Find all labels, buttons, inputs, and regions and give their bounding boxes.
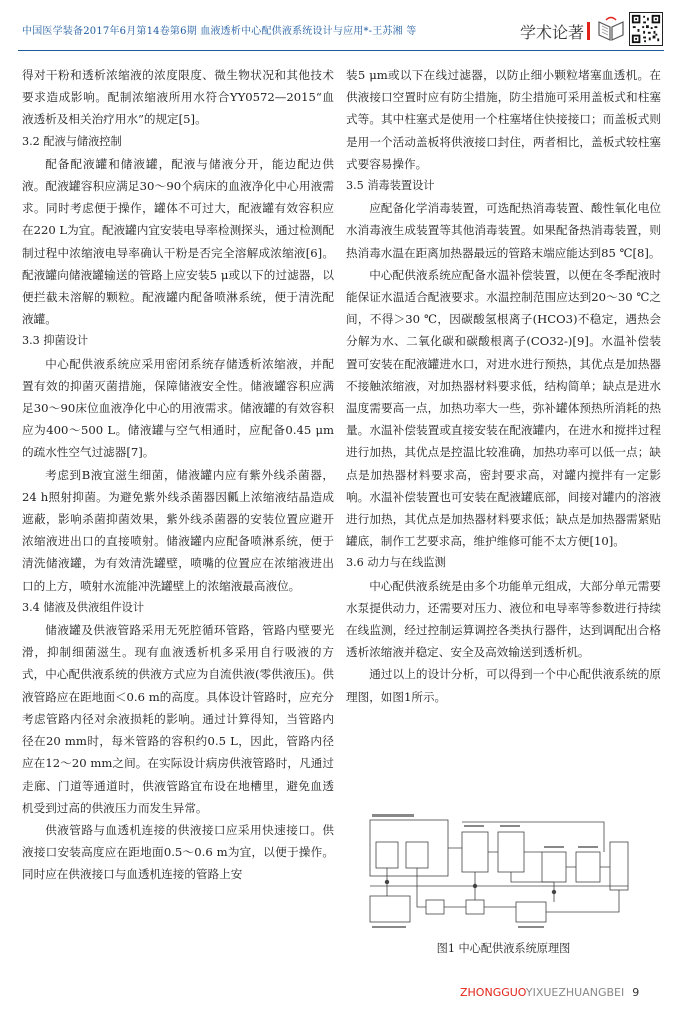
figure-caption: 图1 中心配供液系统原理图 bbox=[436, 942, 571, 955]
page-header bbox=[0, 0, 682, 62]
section-heading-3-2: 3.2 配液与储液控制 bbox=[22, 134, 122, 148]
paragraph: 配备配液罐和储液罐，配液与储液分开，能边配边供液。配液罐容积应满足30～90个病床的血液净化中心用液需求。同时考虑便于操作，罐体不可过大，配液罐有效容积应在220 L为宜。配液罐内宜安装电导率检测探头，通过检测配制过程中浓缩液电导率确认干粉是否完全溶解成浓缩液[6]。配液罐向储液罐输送的管路上应安装5 μ或以下的过滤器，以便拦截未溶解的颗粒。配液罐内配备喷淋系统，便于清洗配液罐。 bbox=[22, 156, 334, 327]
footer-brand-gray: YIXUEZHUANGBEI bbox=[525, 986, 625, 999]
paragraph: 中心配供液系统应采用密闭系统存储透析浓缩液，并配置有效的抑菌灭菌措施，保障储液安全性。储液罐容积应满足30～90床位血液净化中心的用液需求。储液罐的有效容积应为400～500 L。储液罐与空气相通时，应配备0.45 μm的疏水性空气过滤器[7]。 bbox=[22, 356, 334, 460]
page-number: 9 bbox=[632, 986, 640, 999]
section-heading-3-5: 3.5 消毒装置设计 bbox=[346, 179, 435, 193]
footer-brand-red: ZHONGGUO bbox=[460, 986, 526, 999]
paragraph: 中心配供液系统应配备水温补偿装置，以便在冬季配液时能保证水温适合配液要求。水温控制范围应达到20～30 ℃之间，不得＞30 ℃，因碳酸氢根离子(HCO3)不稳定，遇热会分解为水、二氧化碳和碳酸根离子(CO32-)[9]。水温补偿装置可安装在配液罐进水口，对进水进行预热，其优点是加热器不接触浓缩液，对加热器材料要求低，结构简单；缺点是进水温度需要高一点，加热功率大一些，弥补罐体预热所消耗的热量。水温补偿装置或直接安装在配液罐内，在进水和搅拌过程进行加热，其优点是控温比较准确，加热功率可以低一点；缺点是加热器材料要求高，密封要求高，对罐内搅拌有一定影响。水温补偿装置也可安装在配液罐底部，间接对罐内的溶液进行加热，其优点是加热器材料要求低；缺点是加热器需紧贴罐底，制作工艺要求高，维护维修可能不太方便[10]。 bbox=[346, 267, 661, 549]
paragraph: 中心配供液系统是由多个功能单元组成，大部分单元需要水泵提供动力，还需要对压力、液位和电导率等参数进行持续在线监测，经过控制运算调控各类执行器件，达到调配出合格透析浓缩液并稳定、安全及高效输送到透析机。 bbox=[346, 578, 661, 660]
section-heading-3-6: 3.6 动力与在线监测 bbox=[346, 556, 446, 570]
paragraph: 应配备化学消毒装置，可选配热消毒装置、酸性氧化电位水消毒液生成装置等其他消毒装置。如果配备热消毒装置，则热消毒水温在距离加热器最远的管路末端应能达到85 ℃[8]。 bbox=[346, 201, 661, 260]
running-header-citation: 中国医学装备2017年6月第14卷第6期 血液透析中心配供液系统设计与应用*-王苏湘 等 bbox=[22, 26, 417, 37]
schematic-diagram bbox=[366, 812, 634, 936]
left-column bbox=[22, 64, 334, 886]
paragraph: 储液罐及供液管路采用无死腔循环管路，管路内壁要光滑，抑制细菌滋生。现有血液透析机多采用自行吸液的方式，中心配供液系统的供液方式应为自流供液(零供液压)。供液管路应在距地面＜0.6 m的高度。具体设计管路时，应充分考虑管路内径对余液损耗的影响。通过计算得知，当管路内径在20 mm时，每米管路的容积约0.5 L，因此，管路内径应在12～20 mm之间。在实际设计病房供液管路时，凡通过走廊、门道等通道时，供液管路宜布设在地槽里，避免血透机受到过高的供液压力而发生异常。 bbox=[22, 623, 334, 815]
page-footer bbox=[460, 986, 639, 999]
paragraph: 考虑到B液宜滋生细菌，储液罐内应有紫外线杀菌器，24 h照射抑菌。为避免紫外线杀菌器因瓤上浓缩液结晶造成遮蔽，影响杀菌抑菌效果，紫外线杀菌器的安装位置应避开浓缩液进出口的直接喷射。储液罐内应配备喷淋系统，便于清洗储液罐，为有效清洗罐壁，喷嘴的位置应在浓缩液进出口的上方，喷射水流能冲洗罐壁上的浓缩液最高液位。 bbox=[22, 467, 334, 593]
paragraph: 得对干粉和透析浓缩液的浓度限度、微生物状况和其他技术要求造成影响。配制浓缩液所用水符合YY0572—2015“血液透析及相关治疗用水”的规定[5]。 bbox=[22, 68, 334, 127]
paragraph: 供液管路与血透机连接的供液接口应采用快速接口。供液接口安装高度应在距地面0.5～0.6 m为宜，以便于操作。同时应在供液接口与血透机连接的管路上安 bbox=[22, 822, 334, 882]
section-accent-bar bbox=[587, 22, 590, 40]
book-emblem-icon bbox=[596, 15, 626, 45]
qr-code-icon bbox=[629, 12, 663, 46]
section-heading-3-3: 3.3 抑菌设计 bbox=[22, 334, 89, 348]
section-heading-3-4: 3.4 储液及供液组件设计 bbox=[22, 600, 145, 614]
figure-1-schematic bbox=[366, 812, 634, 936]
paragraph: 通过以上的设计分析，可以得到一个中心配供液系统的原理图，如图1所示。 bbox=[346, 667, 661, 704]
paragraph: 装5 μm或以下在线过滤器，以防止细小颗粒堵塞血透机。在供液接口空置时应有防尘措施，防尘措施可采用盖板式和柱塞式等。其中柱塞式是使用一个柱塞堵住快接接口；而盖板式则是用一个活动盖板将供液接口封住，两者相比，盖板式较柱塞式要容易操作。 bbox=[346, 68, 661, 171]
right-column bbox=[346, 64, 661, 708]
header-divider bbox=[18, 50, 664, 51]
section-label: 学术论著 bbox=[520, 23, 585, 42]
